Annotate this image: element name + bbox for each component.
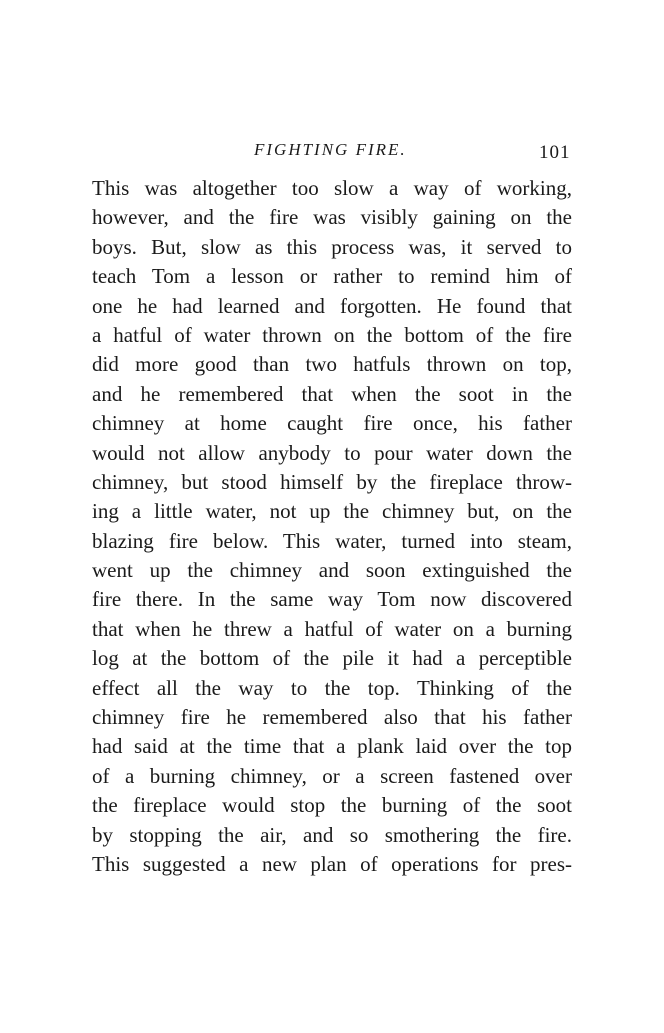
text-line: went up the chimney and soon extinguished the [92,558,572,583]
running-title: FIGHTING FIRE. [254,140,407,159]
running-head [0,140,664,168]
text-line: would not allow anybody to pour water down the [92,440,572,465]
text-line: a hatful of water thrown on the bottom of the fire [92,322,572,347]
text-line: teach Tom a lesson or rather to remind him of [92,264,572,289]
text-line: by stopping the air, and so smothering the fire. [92,822,572,847]
text-line: boys. But, slow as this process was, it served to [92,234,572,259]
page-number: 101 [539,142,571,163]
text-line: did more good than two hatfuls thrown on top, [92,352,572,377]
text-line: chimney, but stood himself by the fireplace throw- [92,469,572,494]
text-line: blazing fire below. This water, turned into steam, [92,528,572,553]
text-line: and he remembered that when the soot in the [92,381,572,406]
text-line: had said at the time that a plank laid over the top [92,734,572,759]
text-line: the fireplace would stop the burning of the soot [92,793,572,818]
text-line: however, and the fire was visibly gaining on the [92,205,572,230]
body-text [92,174,572,879]
text-line: This suggested a new plan of operations for pres- [92,851,572,876]
text-line: fire there. In the same way Tom now discovered [92,587,572,612]
text-line: effect all the way to the top. Thinking of the [92,675,572,700]
text-line: chimney fire he remembered also that his father [92,705,572,730]
text-line: This was altogether too slow a way of working, [92,176,572,200]
text-line: ing a little water, not up the chimney but, on the [92,499,572,524]
text-line: that when he threw a hatful of water on a burning [92,616,572,641]
text-line: chimney at home caught fire once, his father [92,411,572,436]
text-line: log at the bottom of the pile it had a perceptible [92,646,572,671]
text-line: one he had learned and forgotten. He found that [92,293,572,318]
text-line: of a burning chimney, or a screen fastened over [92,763,572,788]
